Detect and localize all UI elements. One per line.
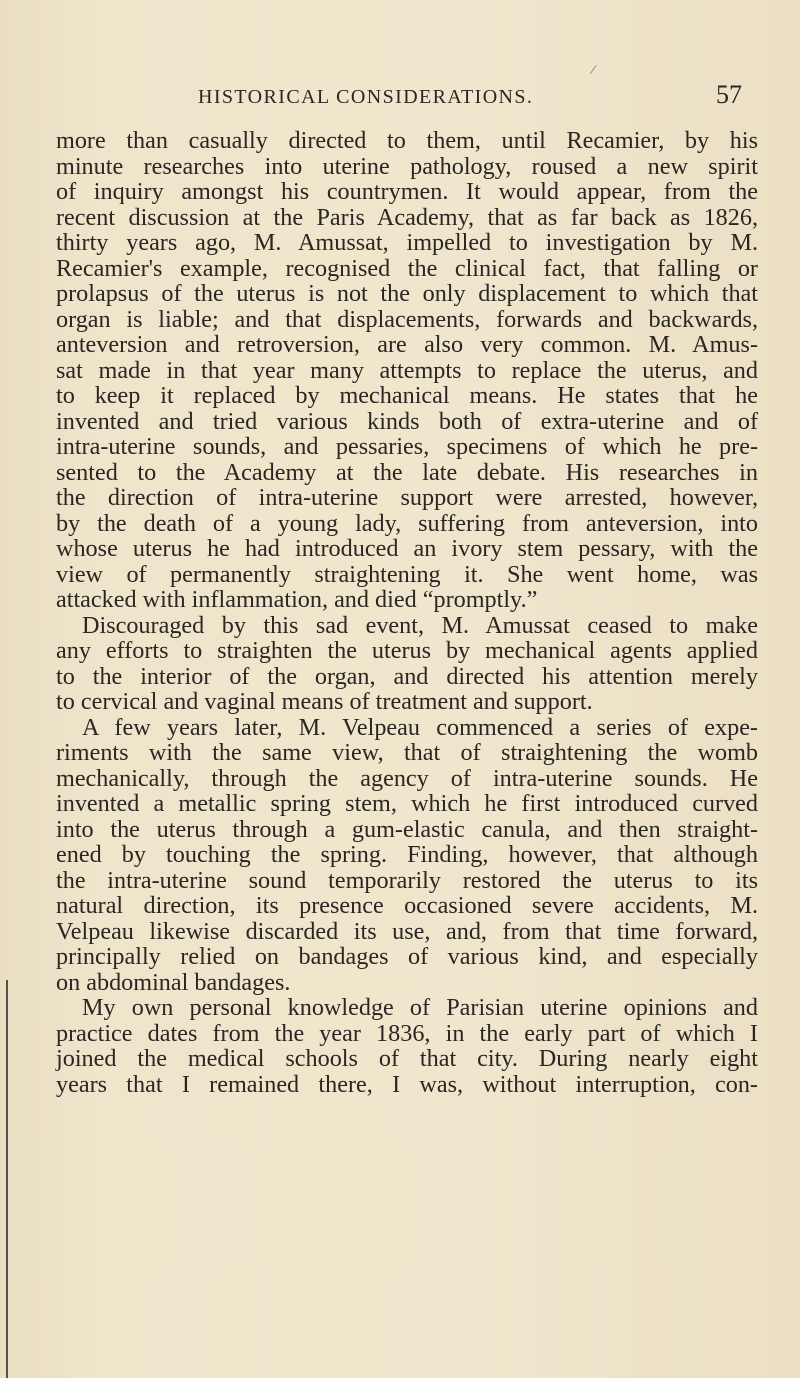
text-line: invented and tried various kinds both of extra-uterine and of [56,407,758,435]
text-line: practice dates from the year 1836, in the early part of which I [56,1019,758,1047]
text-line: the direction of intra-uterine support were arrested, however, [56,484,758,511]
text-line: on abdominal bandages. [56,968,291,996]
running-head: HISTORICAL CONSIDERATIONS. [198,86,534,108]
text-line: whose uterus he had introduced an ivory stem pessary, with the [56,535,758,562]
text-line: thirty years ago, M. Amussat, impelled to investigation by M. [56,229,758,256]
text-line: to keep it replaced by mechanical means. He states that he [56,382,758,409]
text-line: view of permanently straightening it. She went home, was [56,560,758,588]
page-number: 57 [716,80,742,109]
text-line: prolapsus of the uterus is not the only displacement to which that [56,280,758,307]
text-line: into the uterus through a gum-elastic canula, and then straight- [56,815,758,843]
text-line: mechanically, through the agency of intra-uterine sounds. He [56,764,758,792]
text-line: of inquiry amongst his countrymen. It would appear, from the [56,178,758,205]
text-line: intra-uterine sounds, and pessaries, specimens of which he pre- [56,433,758,460]
text-line: the intra-uterine sound temporarily restored the uterus to its [56,866,758,894]
binding-edge [6,980,8,1378]
text-line: principally relied on bandages of various kind, and especially [56,943,758,970]
text-line: to the interior of the organ, and directed his attention merely [56,662,758,690]
text-line: sat made in that year many attempts to replace the uterus, and [56,356,758,384]
text-line: joined the medical schools of that city. During nearly eight [56,1045,758,1072]
text-line: My own personal knowledge of Parisian uterine opinions and [82,994,758,1021]
text-line: riments with the same view, that of straightening the womb [56,739,758,766]
text-line: sented to the Academy at the late debate. His researches in [56,458,758,486]
text-line: attacked with inflammation, and died “promptly.” [56,586,538,613]
text-line: any efforts to straighten the uterus by mechanical agents applied [56,637,758,664]
text-line: invented a metallic spring stem, which he first introduced curved [56,790,758,817]
text-line: minute researches into uterine pathology, roused a new spirit [56,152,758,180]
text-line: by the death of a young lady, suffering from anteversion, into [56,509,758,537]
text-line: organ is liable; and that displacements, forwards and backwards, [56,305,758,333]
text-line: years that I remained there, I was, without interruption, con- [56,1070,758,1098]
text-line: Discouraged by this sad event, M. Amussat ceased to make [82,611,758,639]
text-line: natural direction, its presence occasioned severe accidents, M. [56,892,758,919]
text-line: more than casually directed to them, until Recamier, by his [56,127,758,154]
body-text [56,128,758,1097]
text-line: recent discussion at the Paris Academy, that as far back as 1826, [56,203,758,231]
text-line: anteversion and retroversion, are also very common. M. Amus- [56,331,758,358]
page-header [58,82,758,118]
text-line: to cervical and vaginal means of treatment and support. [56,688,593,715]
text-line: ened by touching the spring. Finding, however, that although [56,841,758,868]
ink-fleck: ⁄ [592,62,595,77]
text-line: Recamier's example, recognised the clinical fact, that falling or [56,254,758,282]
text-line: A few years later, M. Velpeau commenced a series of expe- [82,713,758,741]
text-line: Velpeau likewise discarded its use, and, from that time forward, [56,917,758,945]
